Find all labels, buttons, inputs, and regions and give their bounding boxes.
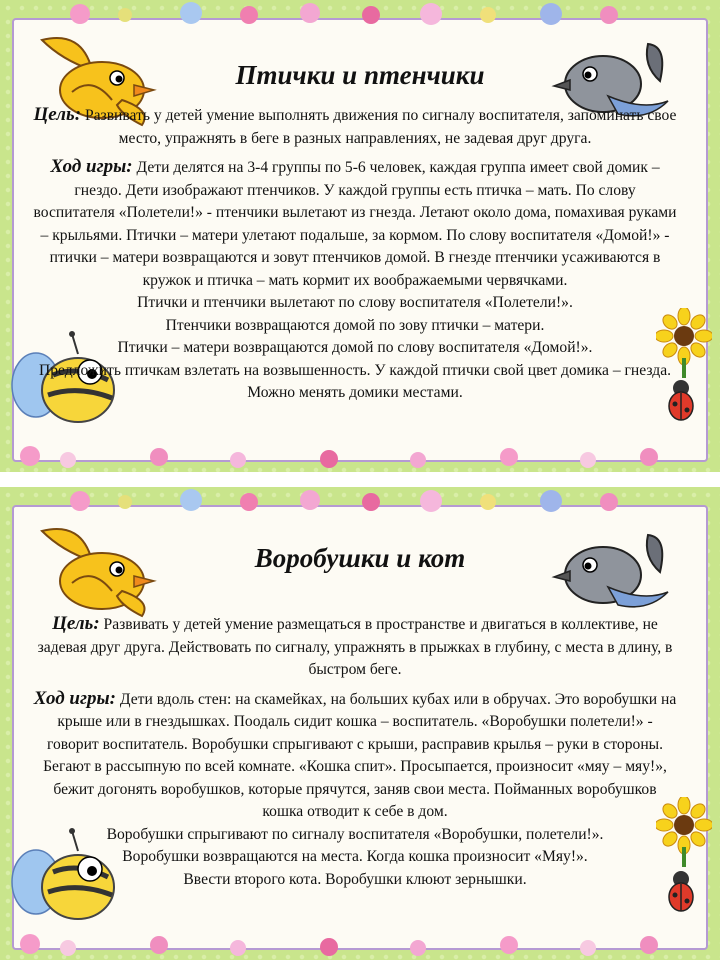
goal-label: Цель: <box>33 104 82 125</box>
rule-line: Воробушки спрыгивают по сигналу воспитателя «Воробушки, полетели!». <box>106 825 604 843</box>
game-description <box>32 613 678 891</box>
goal-text: Развивать у детей умение размещаться в пространстве и двигаться в коллективе, не задевая друг друга. Действовать по сигналу, упражнять в прыжках в глубину, с места в длину, в быстром беге. <box>37 616 673 678</box>
goal-paragraph <box>32 104 678 150</box>
course-paragraph <box>32 688 678 824</box>
game-card-2 <box>0 487 720 960</box>
goal-label: Цель: <box>52 613 100 634</box>
game-description <box>32 104 678 405</box>
goal-paragraph <box>32 613 678 682</box>
game-card-1 <box>0 0 720 472</box>
flower-border-icon <box>0 0 720 30</box>
course-text: Дети вдоль стен: на скамейках, на больших кубах или в обручах. Это воробушки на крыше или в гнездышках. Поодаль сидит кошка – воспитатель. «Воробушки полетели!» - говорит воспитатель. Воробушки спрыгивают с крыши, расправив крылья – руки в стороны. Бегают в рассыпную по всей комнате. «Кошка спит». Просыпается, произносит «мяу – мяу!», бежит догонять воробушков, которые прячутся, заняв свои места. Пойманных воробушков кошка отводит к себе в дом. <box>43 690 677 820</box>
variant-text: Ввести второго кота. Воробушки клюют зернышки. <box>183 870 527 888</box>
rule-line: Воробушки возвращаются на места. Когда кошка произносит «Мяу!». <box>122 848 588 865</box>
course-paragraph <box>32 156 678 292</box>
flower-border-icon <box>0 487 720 517</box>
game-title: Птички и птенчики <box>235 60 485 90</box>
course-text: Дети делятся на 3-4 группы по 5-6 человек, каждая группа имеет свой домик – гнездо. Дети изображают птенчиков. У каждой группы есть птичка – мать. По слову воспитателя «Полетели!» - птенчики вылетают из гнезда. Летают около дома, помахивая руками – крыльями. Птички – матери улетают подальше, за кормом. По слову воспитателя «Домой!» - птички – матери возвращаются и зовут птенчиков домой. В гнезде птенчики усаживаются в кружок и птичка – мать кормит их воображаемыми червячками. <box>33 159 677 289</box>
goal-text: Развивать у детей умение выполнять движения по сигналу воспитателя, запоминать свое место, упражнять в беге в разных направлениях, не задевая друг друга. <box>84 107 677 147</box>
course-label: Ход игры: <box>33 687 116 709</box>
rule-line: Птенчики возвращаются домой по зову птички – матери. <box>165 316 545 334</box>
game-title: Воробушки и кот <box>254 543 466 573</box>
rule-line: Птички – матери возвращаются домой по слову воспитателя «Домой!». <box>117 339 593 356</box>
rule-line: Птички и птенчики вылетают по слову воспитателя «Полетели!». <box>137 294 573 311</box>
variant-text: Предложить птичкам взлетать на возвышенность. У каждой птички свой цвет домика – гнезда. Можно менять домики местами. <box>38 361 672 401</box>
course-label: Ход игры: <box>50 156 133 177</box>
